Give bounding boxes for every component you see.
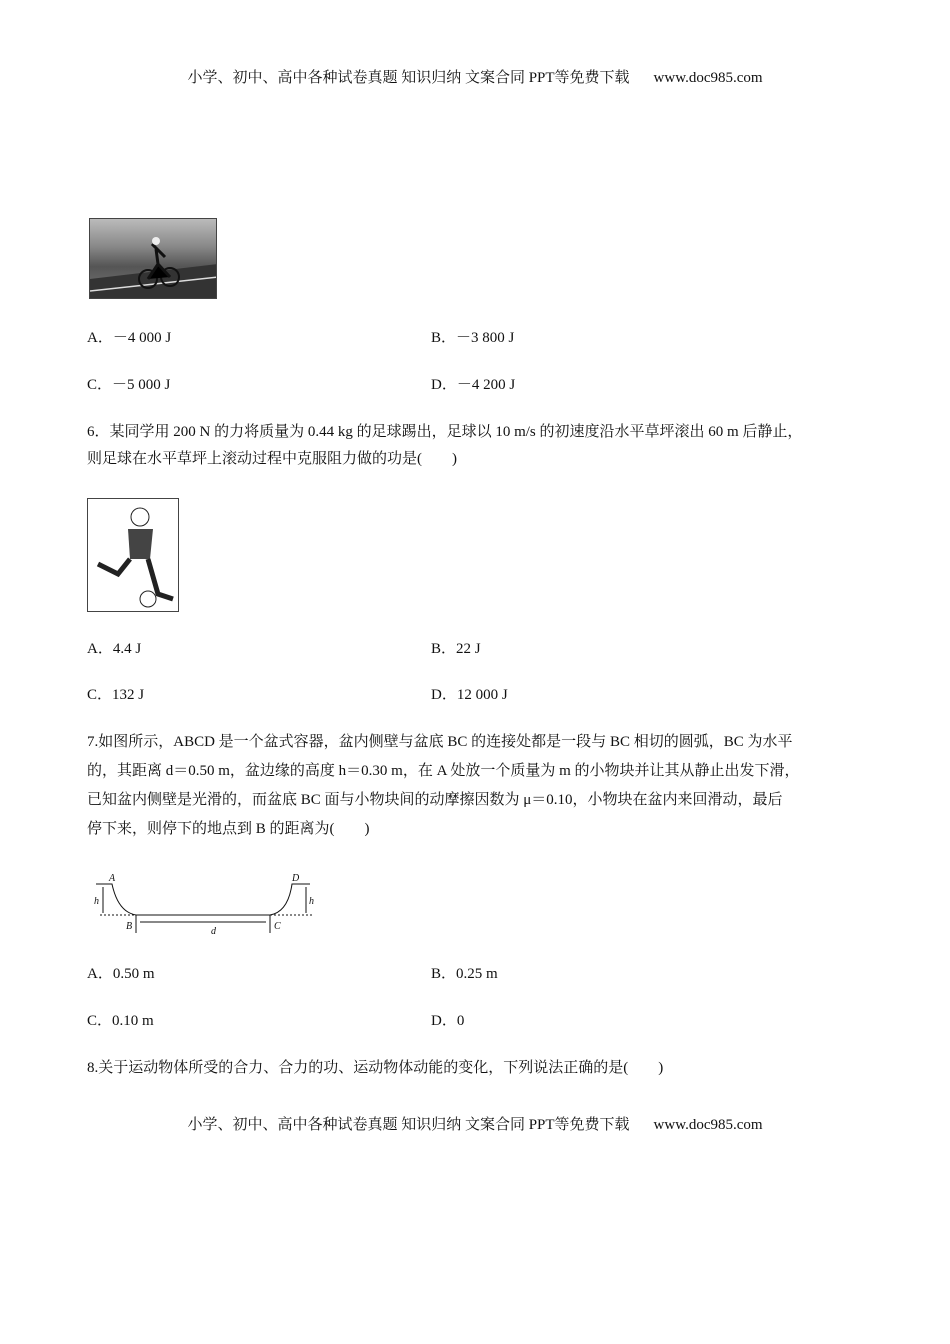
q6-line-1: 6．某同学用 200 N 的力将质量为 0.44 kg 的足球踢出，足球以 10 m/s 的初速度沿水平草坪滚出 60 m 后静止， (87, 424, 803, 440)
label-h-left: h (94, 896, 99, 907)
q6-line-2: 则足球在水平草坪上滚动过程中克服阻力做的功是( ) (87, 451, 457, 467)
q6-option-a: A．4.4 J (87, 641, 142, 657)
footer-url: www.doc985.com (653, 1117, 763, 1133)
q7-option-d: D．0 (431, 1013, 465, 1029)
q6-option-c: C．132 J (87, 687, 145, 703)
label-b: B (126, 921, 133, 932)
q7-line-3: 已知盆内侧壁是光滑的，而盆底 BC 面与小物块间的动摩擦因数为 μ＝0.10，小物块在盆内来回滑动，最后 (87, 792, 783, 808)
header-text: 小学、初中、高中各种试卷真题 知识归纳 文案合同 PPT等免费下载 (187, 70, 630, 86)
label-a: A (109, 873, 116, 884)
q5-option-a: A．－4 000 J (87, 330, 172, 346)
q5-option-d: D．－4 200 J (431, 377, 516, 393)
q7-line-1: 7.如图所示，ABCD 是一个盆式容器，盆内侧壁与盆底 BC 的连接处都是一段与 BC 相切的圆弧，BC 为水平 (87, 734, 793, 750)
q7-line-4: 停下来，则停下的地点到 B 的距离为( ) (87, 821, 370, 837)
label-d-distance: d (211, 926, 216, 937)
q5-option-b: B．－3 800 J (431, 330, 515, 346)
q7-line-2: 的，其距离 d＝0.50 m，盆边缘的高度 h＝0.30 m，在 A 处放一个质量为 m 的小物块并让其从静止出发下滑， (87, 763, 800, 779)
header-url: www.doc985.com (653, 70, 763, 86)
q6-option-b: B．22 J (431, 641, 481, 657)
label-h-right: h (309, 896, 314, 907)
page-footer (0, 1115, 950, 1135)
q7-option-a: A．0.50 m (87, 966, 155, 982)
q7-option-b: B．0.25 m (431, 966, 498, 982)
q8-line: 8.关于运动物体所受的合力、合力的功、运动物体动能的变化，下列说法正确的是( ) (87, 1060, 664, 1076)
label-d: D (292, 873, 300, 884)
q6-option-d: D．12 000 J (431, 687, 508, 703)
q7-option-c: C．0.10 m (87, 1013, 154, 1029)
q5-option-c: C．－5 000 J (87, 377, 171, 393)
footer-text: 小学、初中、高中各种试卷真题 知识归纳 文案合同 PPT等免费下载 (187, 1117, 630, 1133)
label-c: C (274, 921, 281, 932)
